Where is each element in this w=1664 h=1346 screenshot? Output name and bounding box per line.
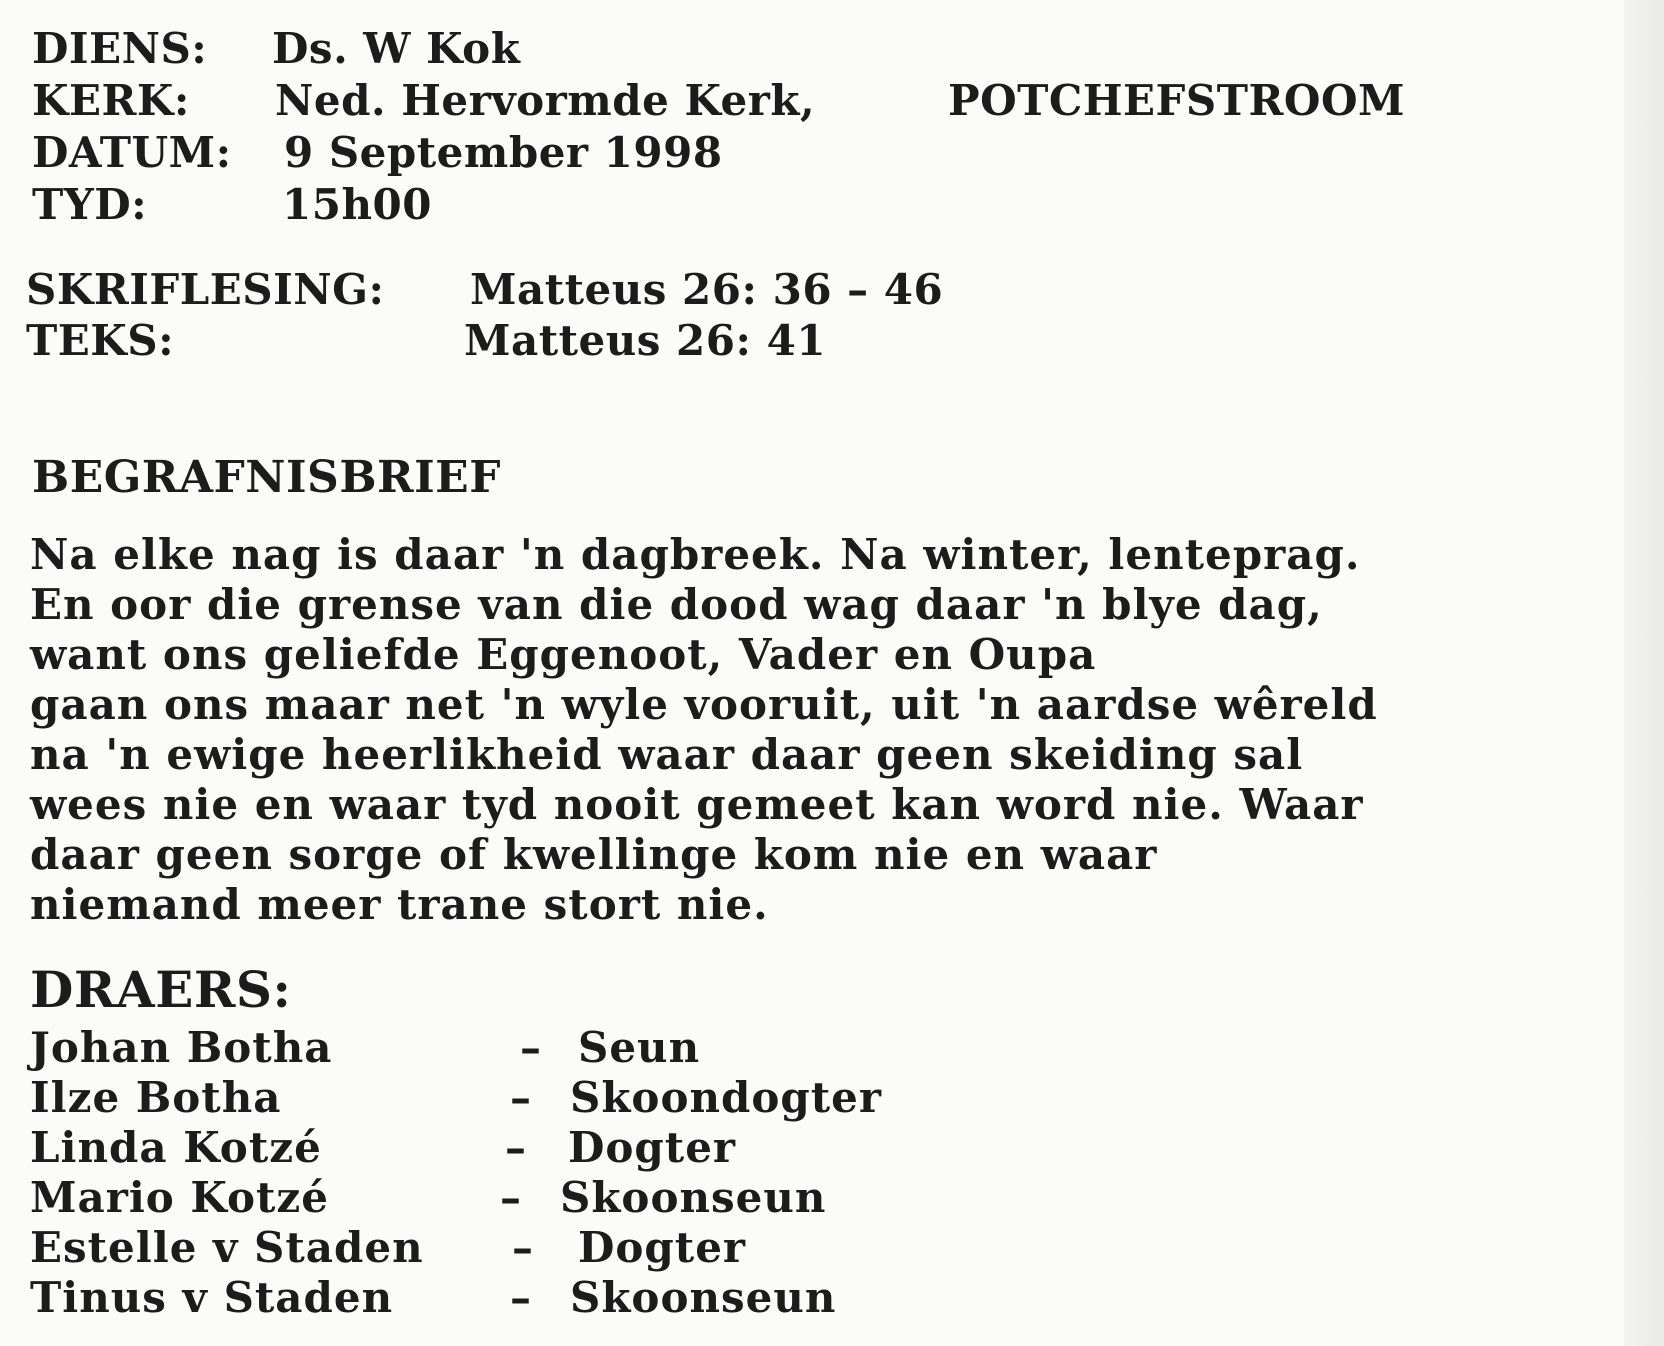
kerk-value: Ned. Hervormde Kerk, — [275, 76, 816, 125]
bearer-dash: – — [510, 1273, 532, 1322]
bearer-relation: Seun — [578, 1023, 701, 1072]
bearer-name: Mario Kotzé — [30, 1173, 329, 1222]
draers-title: DRAERS: — [30, 960, 292, 1019]
bearer-relation: Dogter — [568, 1123, 737, 1172]
skriflesing-label: SKRIFLESING: — [26, 265, 385, 314]
kerk-label: KERK: — [32, 76, 190, 125]
skriflesing-value: Matteus 26: 36 – 46 — [470, 265, 944, 314]
bearer-name: Johan Botha — [30, 1023, 333, 1072]
bearer-relation: Skoonseun — [560, 1173, 827, 1222]
bearer-name: Estelle v Staden — [30, 1223, 424, 1272]
diens-label: DIENS: — [32, 24, 208, 73]
letter-line: niemand meer trane stort nie. — [30, 880, 769, 929]
bearer-dash: – — [500, 1173, 522, 1222]
bearer-name: Tinus v Staden — [30, 1273, 394, 1322]
bearer-name: Ilze Botha — [30, 1073, 282, 1122]
bearer-dash: – — [510, 1073, 532, 1122]
bearer-relation: Dogter — [578, 1223, 747, 1272]
kerk-place: POTCHEFSTROOM — [948, 76, 1406, 125]
letter-line: wees nie en waar tyd nooit gemeet kan word nie. Waar — [30, 780, 1364, 829]
tyd-label: TYD: — [32, 180, 148, 229]
teks-value: Matteus 26: 41 — [464, 316, 827, 365]
bearer-dash: – — [520, 1023, 542, 1072]
bearer-relation: Skoondogter — [570, 1073, 882, 1122]
teks-label: TEKS: — [26, 316, 175, 365]
tyd-value: 15h00 — [282, 180, 432, 229]
bearer-relation: Skoonseun — [570, 1273, 837, 1322]
letter-line: En oor die grense van die dood wag daar 'n blye dag, — [30, 580, 1323, 629]
letter-line: want ons geliefde Eggenoot, Vader en Oupa — [30, 630, 1097, 679]
page-edge-shadow — [1624, 0, 1664, 1346]
bearer-dash: – — [505, 1123, 527, 1172]
bearer-name: Linda Kotzé — [30, 1123, 322, 1172]
letter-line: daar geen sorge of kwellinge kom nie en waar — [30, 830, 1158, 879]
letter-line: na 'n ewige heerlikheid waar daar geen skeiding sal — [30, 730, 1304, 779]
datum-value: 9 September 1998 — [284, 128, 723, 177]
letter-line: Na elke nag is daar 'n dagbreek. Na winter, lenteprag. — [30, 530, 1361, 579]
bearer-dash: – — [512, 1223, 534, 1272]
diens-value: Ds. W Kok — [272, 24, 521, 73]
letter-title: BEGRAFNISBRIEF — [32, 452, 501, 503]
datum-label: DATUM: — [32, 128, 232, 177]
letter-line: gaan ons maar net 'n wyle vooruit, uit 'n aardse wêreld — [30, 680, 1378, 729]
